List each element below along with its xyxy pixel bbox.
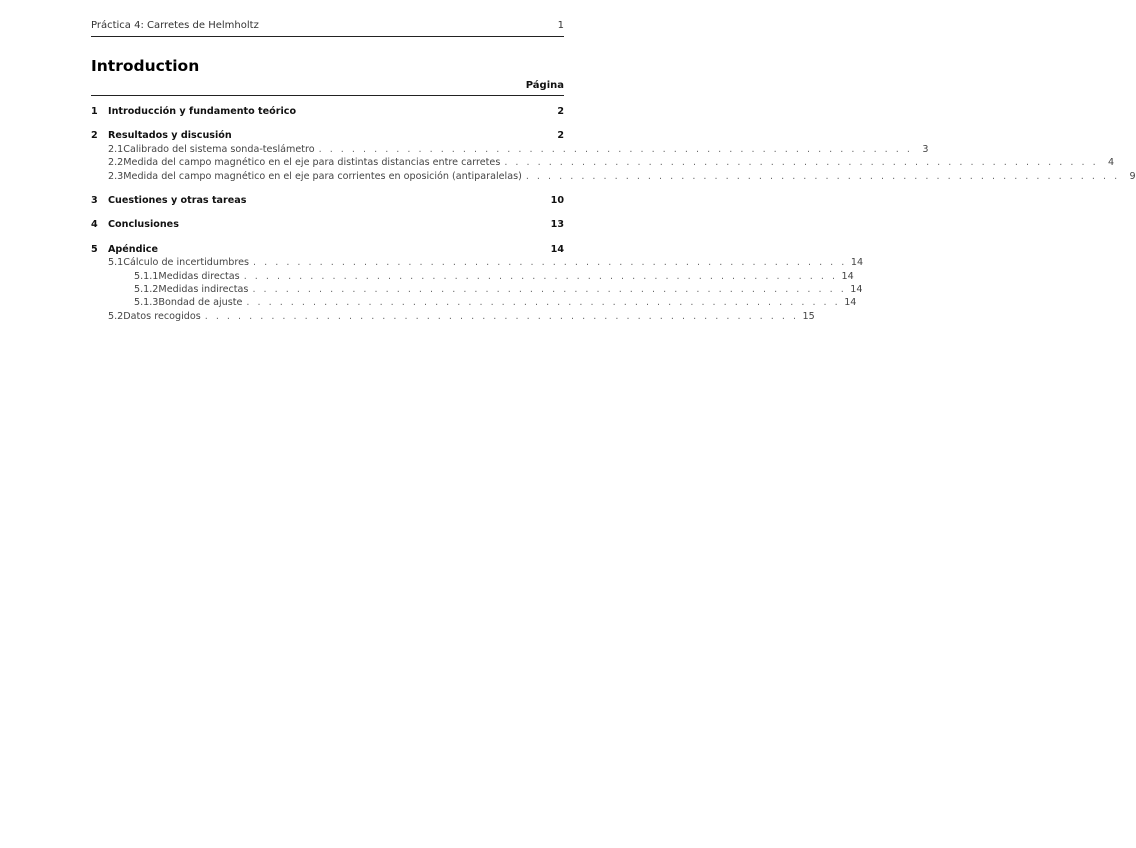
toc-entry-2-1[interactable] [91, 143, 929, 156]
toc-page: 14 [850, 284, 863, 296]
toc-page: 14 [550, 243, 564, 255]
toc-number: 4 [91, 219, 98, 231]
dot-leader: . . . . . . . . . . . . . . . . . . . . . . . . . . . . . . . . . . . . . . . . . . . . . . . . . . . . . . [246, 297, 841, 309]
toc-entry-2-2[interactable] [91, 156, 1115, 169]
toc-title: Medidas indirectas [158, 284, 249, 296]
toc-title: Introducción y fundamento teórico [108, 106, 297, 117]
toc-entry-1[interactable] [91, 105, 564, 118]
toc-page: 3 [922, 143, 929, 155]
table-of-contents [91, 105, 1136, 323]
toc-page: 14 [850, 257, 864, 269]
toc-title: Medidas directas [158, 270, 240, 282]
toc-page: 9 [1129, 170, 1136, 182]
divider [91, 95, 564, 96]
toc-title: Medida del campo magnético en el eje para distintas distancias entre carretes [123, 157, 501, 169]
header-page-number: 1 [557, 20, 564, 31]
toc-title: Apéndice [108, 243, 158, 255]
toc-number: 5.1 [108, 257, 124, 269]
toc-page: 4 [1108, 157, 1115, 169]
toc-page: 2 [557, 130, 564, 142]
toc-page: 14 [844, 297, 857, 309]
toc-number: 3 [91, 195, 98, 207]
toc-page: 2 [557, 106, 564, 117]
toc-entry-5-1-2[interactable] [91, 283, 863, 296]
dot-leader: . . . . . . . . . . . . . . . . . . . . . . . . . . . . . . . . . . . . . . . . . . . . . . . . . . . . . . [253, 257, 847, 269]
page-title: Introduction [91, 57, 200, 75]
toc-title: Cuestiones y otras tareas [108, 195, 247, 207]
toc-entry-4[interactable] [91, 218, 564, 231]
toc-entry-3[interactable] [91, 194, 564, 207]
toc-number: 2 [91, 130, 98, 142]
toc-entry-2-3[interactable] [91, 170, 1136, 183]
toc-title: Bondad de ajuste [158, 297, 243, 309]
dot-leader: . . . . . . . . . . . . . . . . . . . . . . . . . . . . . . . . . . . . . . . . . . . . . . . . . . . . . . [525, 170, 1120, 182]
toc-page: 14 [841, 270, 854, 282]
toc-entry-5-2[interactable] [91, 310, 815, 323]
toc-page: 10 [550, 195, 564, 207]
toc-entry-5-1-3[interactable] [91, 296, 857, 309]
toc-title: Calibrado del sistema sonda-teslámetro [123, 143, 315, 155]
toc-number: 5.1.3 [134, 297, 159, 309]
toc-page: 13 [550, 219, 564, 231]
toc-title: Conclusiones [108, 219, 179, 231]
toc-number: 5.1.1 [134, 270, 159, 282]
toc-number: 5.2 [108, 310, 124, 322]
toc-number: 1 [91, 106, 98, 117]
dot-leader: . . . . . . . . . . . . . . . . . . . . . . . . . . . . . . . . . . . . . . . . . . . . . . . . . . . . . . [252, 284, 847, 296]
dot-leader: . . . . . . . . . . . . . . . . . . . . . . . . . . . . . . . . . . . . . . . . . . . . . . . . . . . . . . [243, 270, 838, 282]
toc-entry-2[interactable] [91, 129, 564, 142]
toc-number: 2.1 [108, 143, 124, 155]
dot-leader: . . . . . . . . . . . . . . . . . . . . . . . . . . . . . . . . . . . . . . . . . . . . . . . . . . . . . . [318, 143, 913, 155]
toc-title: Cálculo de incertidumbres [123, 257, 250, 269]
header-title: Práctica 4: Carretes de Helmholtz [91, 20, 259, 31]
running-header [91, 20, 564, 37]
toc-entry-5-1[interactable] [91, 256, 864, 269]
toc-number: 5.1.2 [134, 284, 159, 296]
page-column-label: Página [525, 80, 564, 91]
toc-title: Datos recogidos [123, 310, 201, 322]
toc-page: 15 [802, 310, 815, 322]
toc-title: Medida del campo magnético en el eje para corrientes en oposición (antiparalelas) [123, 170, 522, 182]
toc-title: Resultados y discusión [108, 130, 232, 142]
toc-number: 5 [91, 243, 98, 255]
toc-entry-5-1-1[interactable] [91, 270, 854, 283]
dot-leader: . . . . . . . . . . . . . . . . . . . . . . . . . . . . . . . . . . . . . . . . . . . . . . . . . . . . . . [504, 157, 1099, 169]
toc-number: 2.2 [108, 157, 124, 169]
toc-number: 2.3 [108, 170, 124, 182]
dot-leader: . . . . . . . . . . . . . . . . . . . . . . . . . . . . . . . . . . . . . . . . . . . . . . . . . . . . . . [204, 310, 799, 322]
toc-entry-5[interactable] [91, 243, 564, 256]
